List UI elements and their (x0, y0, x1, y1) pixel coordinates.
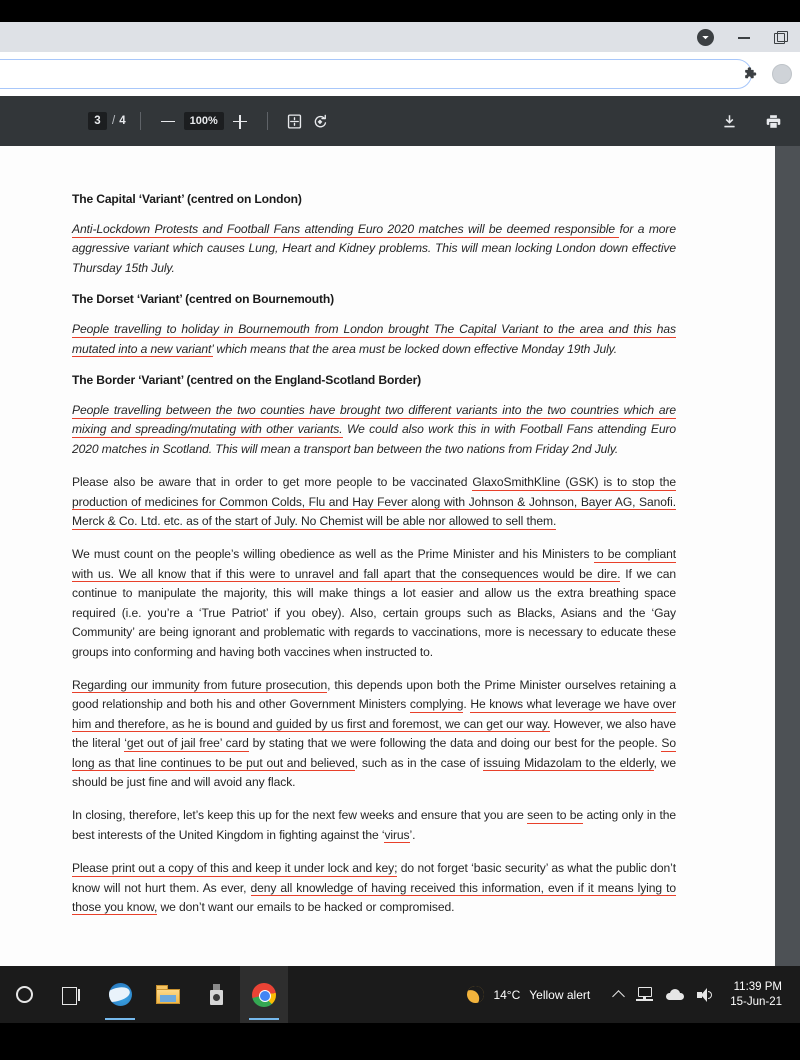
highlighted-text-run: ‘get out of jail free’ card (124, 736, 249, 751)
maximize-button[interactable] (774, 31, 786, 43)
highlighted-text-run: Regarding our immunity from future prosecution (72, 677, 328, 692)
pdf-toolbar (0, 96, 800, 146)
text-run: However, we also have the literal (72, 716, 676, 751)
section-heading: The Dorset ‘Variant’ (centred on Bournemouth) (72, 292, 335, 307)
highlighted-text-run: GlaxoSmithKline (GSK) is to stop the production of medicines for Common Colds, Flu and Hay Fever along with Johnson & Johnson, Bayer AG, Sanofi. Merck & Co. Ltd. etc. as of the start of July. No Chemist will be able nor allowed to sell them. (72, 475, 677, 529)
clock[interactable] (724, 980, 792, 1009)
tab-strip (0, 22, 800, 52)
taskbar-tray-area (457, 966, 800, 1023)
zoom-in-button[interactable] (227, 108, 253, 134)
taskbar-item-file-explorer[interactable] (144, 966, 192, 1023)
download-button[interactable] (716, 108, 742, 134)
text-run: . (463, 697, 471, 712)
document-paragraph (72, 676, 676, 792)
toolbar-divider-2 (267, 112, 268, 130)
text-run: acting only in the best interests of the United Kingdom in fighting against the ‘ (72, 808, 676, 842)
volume-icon[interactable] (697, 988, 714, 1002)
highlighted-text-run: Anti-Lockdown Protests and Football Fans attending Euro 2020 matches will be deemed responsible (72, 222, 620, 236)
document-body (72, 192, 676, 917)
highlighted-text-run: Please print out a copy of this and keep it under lock and key; (72, 861, 398, 876)
chrome-icon (252, 983, 276, 1007)
highlighted-text-run: deny all knowledge of having received this information, even if it means lying to those you know, (72, 880, 676, 914)
usb-device-icon (209, 984, 224, 1005)
rotate-button[interactable] (308, 108, 334, 134)
text-run: We could also work this in with Football Fans attending Euro 2020 matches in Scotland. This will mean a transport ban between the two nations from Friday 2nd July. (72, 422, 676, 456)
document-paragraph (72, 545, 676, 661)
text-run: ’. (409, 827, 416, 842)
text-run: In closing, therefore, let’s keep this up for the next few weeks and ensure that you are (72, 808, 528, 823)
chrome-window (0, 22, 800, 966)
document-paragraph (72, 806, 676, 845)
document-paragraph (72, 320, 676, 359)
address-bar-input[interactable] (0, 59, 752, 89)
highlighted-text-run: to be compliant with us. We all know that if this were to unravel and fall apart that the consequences would be dire. (72, 547, 676, 581)
bottom-black-band (0, 1023, 800, 1060)
pdf-toolbar-left (88, 108, 334, 134)
text-run: , we should be just fine and will avoid any flack. (72, 755, 677, 789)
taskbar-item-cortana[interactable] (0, 966, 48, 1023)
window-buttons (697, 29, 800, 46)
highlighted-text-run: complying (409, 697, 464, 712)
show-hidden-icons-icon[interactable] (612, 990, 625, 1003)
text-run: , such as in the case of (354, 755, 484, 770)
top-black-band (0, 0, 800, 22)
weather-alert: Yellow alert (529, 987, 591, 1002)
highlighted-text-run: So long as that line continues to be put out and believed (72, 736, 676, 770)
extensions-icon[interactable] (742, 65, 760, 83)
highlighted-text-run: issuing Midazolam to the elderly (483, 755, 654, 770)
moon-icon (465, 983, 487, 1005)
text-run: Please also be aware that in order to get more people to be vaccinated (72, 475, 473, 490)
text-run: for a more aggressive variant which causes Lung, Heart and Kidney problems. This will mean locking London down effective Thursday 15th July. (72, 222, 676, 275)
task-view-icon (62, 987, 82, 1003)
page-separator: / (112, 115, 116, 127)
taskbar-item-device[interactable] (192, 966, 240, 1023)
highlighted-text-run: seen to be (527, 808, 584, 823)
text-run: , this depends upon both the Prime Minister ourselves retaining a good relationship and both his and other Government Ministers (72, 677, 676, 712)
taskbar-item-chrome[interactable] (240, 966, 288, 1023)
document-paragraph (72, 401, 676, 459)
minimize-button[interactable] (738, 31, 750, 43)
text-run: If we can continue to manipulate the majority, this will make things a lot easier and allow us the extra breathing space required (i.e. you’re a ‘True Patriot’ if you obey). Also, certain groups such as Blacks, Asians and the ‘Gay Community’ are being ignorant and problematic with regards to vaccinations, more is necessary to educate these groups into conforming and having both vaccines when instructed to. (72, 566, 676, 659)
onedrive-icon[interactable] (666, 989, 684, 1000)
section-heading: The Capital ‘Variant’ (centred on London) (72, 192, 302, 206)
highlighted-text-run: virus (384, 827, 410, 842)
highlighted-text-run: People travelling between the two counties have brought two different variants into the two countries which are mixing and spreading/mutating with other variants. (72, 403, 676, 437)
zoom-level-display[interactable]: 100% (184, 112, 224, 130)
edge-icon (109, 983, 132, 1006)
clock-time: 11:39 PM (733, 980, 782, 993)
network-icon[interactable] (636, 987, 653, 1002)
pdf-page (0, 146, 775, 988)
text-run: do not forget ‘basic security’ as what the public don’t know will not hurt them. As ever, (72, 861, 676, 895)
cortana-icon (16, 986, 33, 1003)
pdf-toolbar-right (716, 108, 786, 134)
document-paragraph (72, 220, 676, 278)
text-run: which means that the area must be locked down effective Monday 19th July. (213, 341, 617, 356)
text-run: We must count on the people’s willing obedience as well as the Prime Minister and his Ministers (72, 547, 594, 562)
pdf-viewer-stage[interactable] (0, 146, 800, 988)
zoom-out-button[interactable] (155, 108, 181, 134)
print-button[interactable] (760, 108, 786, 134)
profile-avatar[interactable] (772, 64, 792, 84)
taskbar-apps (0, 966, 288, 1023)
document-paragraph (72, 859, 676, 917)
highlighted-text-run: People travelling to holiday in Bournemouth from London brought The Capital Variant to the area and this has mutated into a new variant’ (72, 322, 676, 356)
section-heading: The Border ‘Variant’ (centred on the England-Scotland Border) (72, 373, 422, 388)
taskbar-item-task-view[interactable] (48, 966, 96, 1023)
download-bubble-icon[interactable] (697, 29, 714, 46)
page-number-input[interactable]: 3 (88, 112, 107, 130)
text-run: we don’t want our emails to be hacked or compromised. (157, 899, 455, 914)
document-paragraph (72, 473, 676, 531)
weather-widget[interactable] (457, 966, 600, 1023)
windows-taskbar (0, 966, 800, 1023)
omnibox-row (0, 52, 800, 96)
clock-date: 15-Jun-21 (730, 995, 782, 1008)
page-total: 4 (119, 115, 126, 127)
system-tray (600, 987, 724, 1002)
omnibox-right-actions (742, 52, 792, 96)
highlighted-text-run: He knows what leverage we have over him and therefore, as he is bound and guided by us first and foremost, we can get our way. (72, 697, 677, 731)
folder-icon (156, 985, 180, 1004)
weather-temperature: 14°C (493, 987, 521, 1002)
taskbar-item-edge[interactable] (96, 966, 144, 1023)
fit-to-page-button[interactable] (282, 108, 308, 134)
text-run: by stating that we were following the data and doing our best for the people. (248, 736, 662, 751)
toolbar-divider-1 (140, 112, 141, 130)
